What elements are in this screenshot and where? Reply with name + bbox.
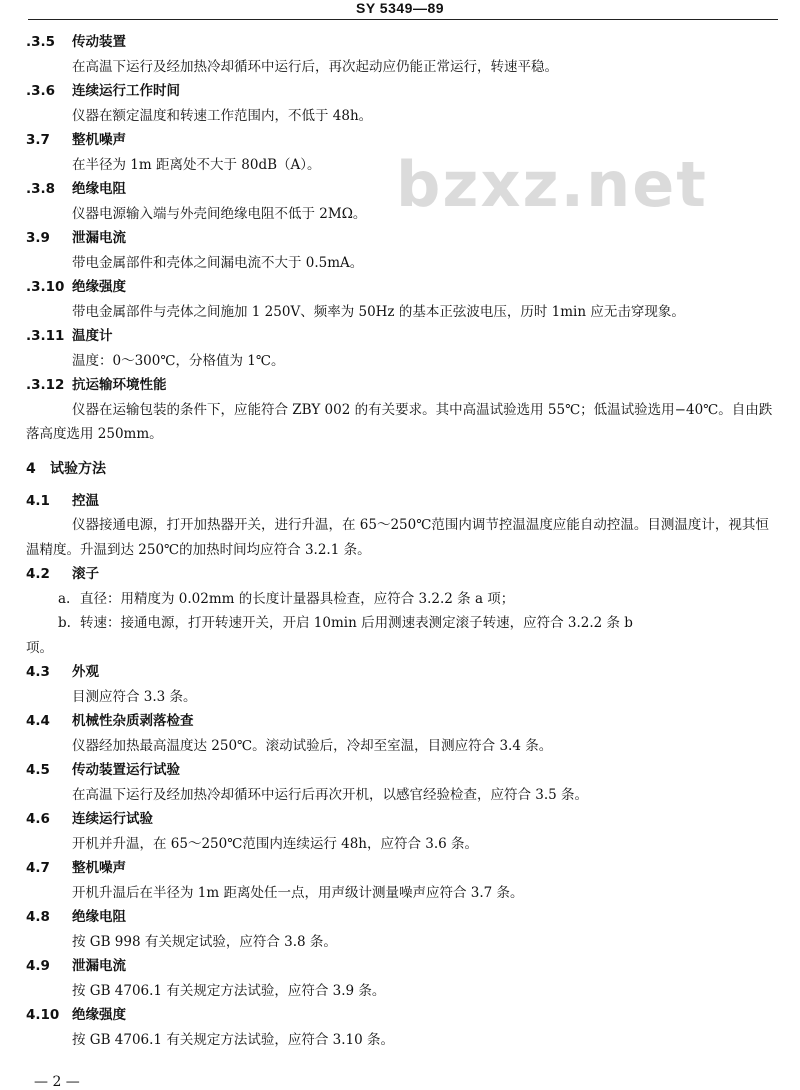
section-title: 绝缘强度 (72, 279, 126, 295)
section-text: 在高温下运行及经加热冷却循环中运行后再次开机，以感官经验检查，应符合 3.5 条。 (72, 786, 589, 803)
section-number: 4.4 (26, 713, 50, 729)
section-number: 4.1 (26, 492, 50, 509)
section-heading (26, 905, 778, 930)
section-title: 绝缘电阻 (72, 181, 126, 197)
section-heading (26, 177, 778, 202)
section-4-3 (26, 660, 778, 709)
section-3-7 (26, 128, 778, 177)
section-heading (26, 30, 778, 55)
section-heading (26, 562, 778, 587)
section-title: 连续运行工作时间 (72, 83, 180, 99)
section-4-2 (26, 562, 778, 660)
section-text: 开机并升温，在 65～250℃范围内连续运行 48h，应符合 3.6 条。 (72, 835, 479, 852)
standard-code: SY 5349—89 (355, 0, 445, 16)
section-3-10 (26, 275, 778, 324)
section-title: 传动装置运行试验 (72, 762, 180, 778)
section-number: 3.9 (26, 230, 50, 246)
document-body (26, 30, 778, 1052)
section-3-6 (26, 79, 778, 128)
section-number: 3.7 (26, 132, 50, 148)
section-3-11 (26, 324, 778, 373)
section-4-7 (26, 856, 778, 905)
section-title: 连续运行试验 (72, 811, 153, 827)
list-item-b (26, 611, 778, 636)
section-heading (26, 128, 778, 153)
section-number: .3.12 (26, 377, 65, 393)
section-text: 按 GB 4706.1 有关规定方法试验，应符合 3.10 条。 (72, 1031, 394, 1048)
section-title: 泄漏电流 (72, 958, 126, 974)
section-text: 在高温下运行及经加热冷却循环中运行后，再次起动应仍能正常运行，转速平稳。 (72, 58, 558, 75)
section-text: 仪器经加热最高温度达 250℃。滚动试验后，冷却至室温，目测应符合 3.4 条。 (72, 737, 553, 754)
section-number: 4.5 (26, 762, 50, 778)
section-4-10 (26, 1003, 778, 1052)
chapter-number: 4 (26, 460, 36, 477)
section-heading (26, 954, 778, 979)
section-number: 4.3 (26, 664, 50, 680)
section-title: 传动装置 (72, 34, 126, 50)
section-title: 泄漏电流 (72, 230, 126, 246)
section-text: 目测应符合 3.3 条。 (72, 688, 197, 705)
section-number: 4.10 (26, 1007, 60, 1023)
section-text: 仪器电源输入端与外壳间绝缘电阻不低于 2MΩ。 (72, 205, 367, 222)
section-number: 4.9 (26, 958, 50, 974)
section-heading (26, 324, 778, 349)
chapter-title: 试验方法 (50, 460, 106, 477)
section-number: .3.10 (26, 279, 65, 295)
section-heading (26, 758, 778, 783)
section-number: .3.8 (26, 181, 56, 197)
section-text: 带电金属部件与壳体之间施加 1 250V、频率为 50Hz 的基本正弦波电压，历时 1min 应无击穿现象。 (72, 303, 685, 320)
section-heading (26, 79, 778, 104)
section-title: 整机噪声 (72, 132, 126, 148)
section-4-9 (26, 954, 778, 1003)
item-continuation: 项。 (26, 639, 53, 656)
item-text: 直径：用精度为 0.02mm 的长度计量器具检查，应符合 3.2.2 条 a 项； (80, 590, 515, 607)
section-4-5 (26, 758, 778, 807)
item-label: b. (58, 615, 71, 631)
section-number: 4.6 (26, 811, 50, 827)
section-heading (26, 709, 778, 734)
section-number: 4.8 (26, 909, 50, 925)
section-heading (26, 373, 778, 398)
section-title: 绝缘强度 (72, 1007, 126, 1023)
section-4-1 (26, 489, 778, 563)
section-3-12 (26, 373, 778, 447)
section-title: 温度计 (72, 328, 113, 344)
section-4-8 (26, 905, 778, 954)
header-rule (28, 19, 778, 20)
section-text: 仪器在额定温度和转速工作范围内，不低于 48h。 (72, 107, 373, 124)
section-title: 控温 (72, 492, 99, 509)
section-title: 整机噪声 (72, 860, 126, 876)
section-number: .3.11 (26, 328, 65, 344)
section-4-6 (26, 807, 778, 856)
section-text: 按 GB 4706.1 有关规定方法试验，应符合 3.9 条。 (72, 982, 386, 999)
list-item-a (26, 587, 778, 612)
section-number: 4.2 (26, 566, 50, 582)
page-number: — 2 — (34, 1074, 80, 1090)
section-number: .3.6 (26, 83, 56, 99)
section-text: 在半径为 1m 距离处不大于 80dB（A）。 (72, 156, 321, 173)
section-heading (26, 807, 778, 832)
section-title: 抗运输环境性能 (72, 377, 167, 393)
section-heading (26, 489, 778, 514)
section-text: 温度：0～300℃，分格值为 1℃。 (72, 352, 285, 369)
section-number: 4.7 (26, 860, 50, 876)
section-heading (26, 660, 778, 685)
section-heading (26, 1003, 778, 1028)
section-4-4 (26, 709, 778, 758)
item-label: a. (58, 590, 71, 607)
section-text: 仪器在运输包装的条件下，应能符合 ZBY 002 的有关要求。其中高温试验选用 55℃；低温试验选用−40℃。自由跌落高度选用 250mm。 (26, 401, 773, 442)
section-title: 机械性杂质剥落检查 (72, 713, 194, 729)
section-3-8 (26, 177, 778, 226)
section-title: 滚子 (72, 566, 99, 582)
section-3-5 (26, 30, 778, 79)
section-text: 带电金属部件和壳体之间漏电流不大于 0.5mA。 (72, 254, 364, 271)
section-heading (26, 226, 778, 251)
section-heading (26, 275, 778, 300)
section-text: 按 GB 998 有关规定试验，应符合 3.8 条。 (72, 933, 337, 950)
section-3-9 (26, 226, 778, 275)
chapter-heading (26, 457, 778, 481)
section-title: 绝缘电阻 (72, 909, 126, 925)
section-text: 开机升温后在半径为 1m 距离处任一点，用声级计测量噪声应符合 3.7 条。 (72, 884, 524, 901)
section-number: .3.5 (26, 34, 56, 50)
section-heading (26, 856, 778, 881)
section-title: 外观 (72, 664, 99, 680)
section-text: 仪器接通电源，打开加热器开关，进行升温，在 65～250℃范围内调节控温温度应能自动控温。目测温度计，视其恒温精度。升温到达 250℃的加热时间均应符合 3.2.1 条。 (26, 517, 769, 558)
watermark: bzxz.net (396, 148, 708, 221)
item-text: 转速：接通电源，打开转速开关，开启 10min 后用测速表测定滚子转速，应符合 3.2.2 条 b (80, 615, 633, 631)
